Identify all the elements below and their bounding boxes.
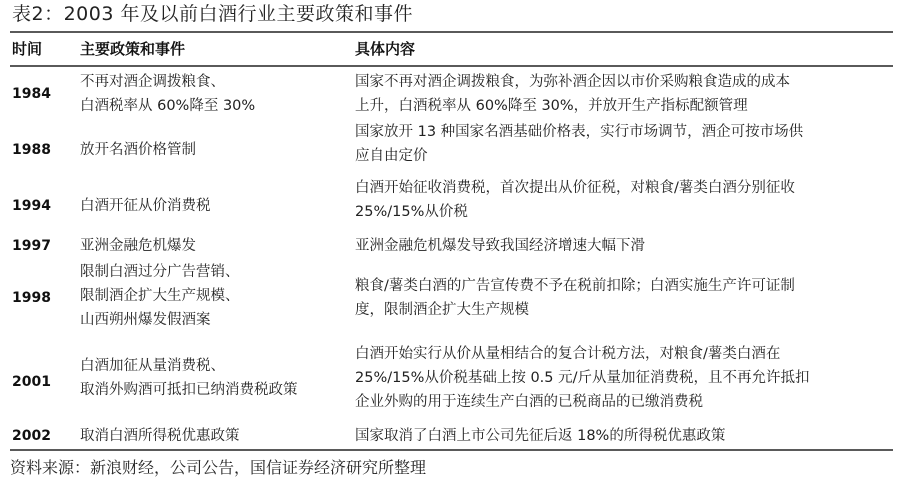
row-event [80,138,360,162]
row-year: 2002 [12,428,51,444]
row-event [80,424,360,448]
event-line: 限制酒企扩大生产规模、 [80,288,240,304]
detail-line: 国家不再对酒企调拨粮食，为弥补酒企因以市价采购粮食造成的成本 [355,74,790,90]
detail-line: 企业外购的用于连续生产白酒的已税商品的已缴消费税 [355,394,703,410]
top-rule [10,31,893,33]
row-year: 1988 [12,142,51,158]
detail-line: 应自由定价 [355,148,428,164]
row-detail [355,424,900,448]
event-line: 亚洲金融危机爆发 [80,238,196,254]
detail-line: 粮食/薯类白酒的广告宣传费不予在税前扣除；白酒实施生产许可证制 [355,278,795,294]
row-year: 1984 [12,86,51,102]
detail-line: 国家放开 13 种国家名酒基础价格表，实行市场调节，酒企可按市场供 [355,124,804,140]
event-line: 不再对酒企调拨粮食、 [80,74,225,90]
row-event [80,70,360,118]
detail-line: 白酒开始实行从价从量相结合的复合计税方法，对粮食/薯类白酒在 [355,346,781,362]
row-year: 2001 [12,374,51,390]
bottom-rule [10,449,893,451]
row-event [80,260,360,332]
event-line: 取消外购酒可抵扣已纳消费税政策 [80,382,298,398]
detail-line: 白酒开始征收消费税，首次提出从价征税，对粮食/薯类白酒分别征收 [355,180,795,196]
detail-line: 上升，白酒税率从 60%降至 30%，并放开生产指标配额管理 [355,98,748,114]
header-rule [10,65,893,67]
row-detail [355,274,900,322]
event-line: 取消白酒所得税优惠政策 [80,428,240,444]
row-detail [355,234,900,258]
row-detail [355,70,900,118]
detail-line: 度，限制酒企扩大生产规模 [355,302,529,318]
row-event [80,354,360,402]
event-line: 白酒加征从量消费税、 [80,358,225,374]
header-policy-event: 主要政策和事件 [80,40,186,58]
event-line: 白酒税率从 60%降至 30% [80,98,256,114]
table-title: 表2：2003 年及以前白酒行业主要政策和事件 [12,3,413,25]
detail-line: 国家取消了白酒上市公司先征后返 18%的所得税优惠政策 [355,428,726,444]
detail-line: 亚洲金融危机爆发导致我国经济增速大幅下滑 [355,238,645,254]
row-year: 1997 [12,238,51,254]
row-event [80,194,360,218]
event-line: 山西朔州爆发假酒案 [80,312,211,328]
source-note: 资料来源：新浪财经，公司公告，国信证券经济研究所整理 [10,458,427,477]
detail-line: 25%/15%从价税基础上按 0.5 元/斤从量加征消费税，且不再允许抵扣 [355,370,810,386]
row-detail [355,120,900,168]
detail-line: 25%/15%从价税 [355,204,468,220]
event-line: 限制白酒过分广告营销、 [80,264,240,280]
row-detail [355,176,900,224]
event-line: 放开名酒价格管制 [80,142,196,158]
row-event [80,234,360,258]
row-year: 1998 [12,290,51,306]
event-line: 白酒开征从价消费税 [80,198,211,214]
header-time: 时间 [12,40,43,58]
header-detail: 具体内容 [355,40,416,58]
row-detail [355,342,900,414]
row-year: 1994 [12,198,51,214]
